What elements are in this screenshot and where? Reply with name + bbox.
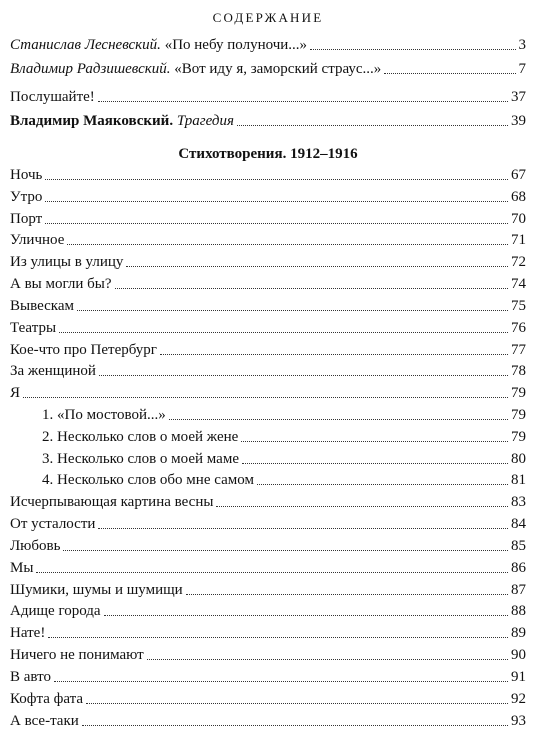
entry-author: Владимир Радзишевский.: [10, 61, 171, 77]
entry-title: Кое-что про Петербург: [10, 342, 157, 358]
entry-page-number: 88: [511, 603, 526, 619]
dot-leader: [310, 48, 515, 50]
entry-title: От усталости: [10, 516, 96, 532]
dot-leader: [242, 462, 508, 464]
toc-entry: [10, 228, 526, 249]
entry-page-number: 79: [511, 407, 526, 423]
entry-title: Утро: [10, 189, 43, 205]
entry-page-number: 74: [511, 276, 526, 292]
entry-page-number: 71: [511, 232, 526, 248]
entry-title: Шумики, шумы и шумищи: [10, 582, 183, 598]
entry-page-number: 79: [511, 385, 526, 401]
entry-title: Уличное: [10, 232, 65, 248]
toc-entry: [10, 665, 526, 686]
entry-title: Ночь: [10, 167, 43, 183]
entry-page-number: 80: [511, 451, 526, 467]
toc-entry: [10, 294, 526, 315]
toc-entry: [10, 338, 526, 359]
entry-title: Нате!: [10, 625, 46, 641]
entry-title: За женщиной: [10, 363, 96, 379]
section-title: Стихотворения. 1912–1916: [178, 146, 358, 162]
entry-page-number: 67: [511, 167, 526, 183]
toc-entry: [10, 512, 526, 533]
entry-page-number: 72: [511, 254, 526, 270]
toc-entry: [10, 578, 526, 599]
entry-page-number: 70: [511, 211, 526, 227]
entry-page-number: 91: [511, 669, 526, 685]
toc-entry: [10, 207, 526, 228]
entry-title: Любовь: [10, 538, 61, 554]
dot-leader: [169, 418, 508, 420]
entry-title: Мы: [10, 560, 34, 576]
entry-title: Исчерпывающая картина весны: [10, 494, 214, 510]
entry-title: А вы могли бы?: [10, 276, 112, 292]
dot-leader: [63, 549, 508, 551]
entry-title: Трагедия: [176, 113, 234, 129]
toc-entry: [10, 621, 526, 642]
toc-entry: [10, 599, 526, 620]
dot-leader: [160, 353, 508, 355]
entry-page-number: 85: [511, 538, 526, 554]
dot-leader: [86, 702, 508, 704]
toc-entry: [10, 57, 526, 78]
dot-leader: [48, 636, 508, 638]
toc-entry: [10, 359, 526, 380]
toc-entry: [10, 687, 526, 708]
dot-leader: [104, 614, 508, 616]
entry-page-number: 83: [511, 494, 526, 510]
entry-page-number: 75: [511, 298, 526, 314]
entry-page-number: 81: [511, 472, 526, 488]
toc-heading: СОДЕРЖАНИЕ: [212, 10, 324, 25]
dot-leader: [45, 178, 508, 180]
toc-entry: [10, 163, 526, 184]
entry-page-number: 7: [518, 61, 526, 77]
entry-title: Порт: [10, 211, 43, 227]
entry-title: Вывескам: [10, 298, 74, 314]
dot-leader: [186, 593, 508, 595]
entry-page-number: 37: [511, 89, 526, 105]
dot-leader: [45, 222, 508, 224]
toc-subentry: [42, 425, 526, 446]
entry-page-number: 87: [511, 582, 526, 598]
toc-subentry: [42, 403, 526, 424]
entry-page-number: 86: [511, 560, 526, 576]
entry-page-number: 79: [511, 429, 526, 445]
entry-title: 2. Несколько слов о моей жене: [42, 429, 239, 445]
toc-entry: [10, 85, 526, 106]
toc-subentry: [42, 468, 526, 489]
dot-leader: [126, 265, 508, 267]
entry-author: Станислав Лесневский.: [10, 37, 161, 53]
toc-entry: [10, 250, 526, 271]
dot-leader: [23, 396, 508, 398]
entry-title: А все-таки: [10, 713, 79, 729]
dot-leader: [98, 100, 508, 102]
toc-entry: [10, 534, 526, 555]
entry-page-number: 68: [511, 189, 526, 205]
dot-leader: [257, 483, 508, 485]
dot-leader: [237, 124, 508, 126]
toc-entry: [10, 185, 526, 206]
entry-page-number: 3: [518, 37, 526, 53]
dot-leader: [99, 374, 508, 376]
entry-page-number: 76: [511, 320, 526, 336]
toc-subentry: [42, 447, 526, 468]
entry-title: Кофта фата: [10, 691, 84, 707]
dot-leader: [147, 658, 508, 660]
entry-author: Владимир Маяковский.: [10, 113, 174, 129]
entry-title: 1. «По мостовой...»: [42, 407, 166, 423]
dot-leader: [384, 72, 515, 74]
dot-leader: [115, 287, 508, 289]
entry-title: В авто: [10, 669, 51, 685]
toc-entry: [10, 643, 526, 664]
entry-title: Театры: [10, 320, 57, 336]
entry-title: Адище города: [10, 603, 101, 619]
entry-page-number: 78: [511, 363, 526, 379]
entry-title: 3. Несколько слов о моей маме: [42, 451, 239, 467]
toc-entry: [10, 490, 526, 511]
toc-entry: [10, 709, 526, 730]
entry-page-number: 90: [511, 647, 526, 663]
dot-leader: [241, 440, 508, 442]
dot-leader: [82, 724, 508, 726]
entry-page-number: 84: [511, 516, 526, 532]
entry-page-number: 39: [511, 113, 526, 129]
dot-leader: [59, 331, 508, 333]
toc-entry: [10, 109, 526, 130]
dot-leader: [77, 309, 508, 311]
toc-entry: [10, 556, 526, 577]
toc-entry: [10, 272, 526, 293]
entry-page-number: 89: [511, 625, 526, 641]
dot-leader: [67, 243, 508, 245]
dot-leader: [36, 571, 508, 573]
toc-entry: [10, 33, 526, 54]
entry-title: «По небу полуночи...»: [164, 37, 308, 53]
dot-leader: [98, 527, 508, 529]
entry-title: Ничего не понимают: [10, 647, 144, 663]
entry-title: 4. Несколько слов обо мне самом: [42, 472, 254, 488]
entry-title: Я: [10, 385, 21, 401]
toc-entry: [10, 381, 526, 402]
entry-title: Из улицы в улицу: [10, 254, 124, 270]
dot-leader: [45, 200, 508, 202]
toc-entry: [10, 316, 526, 337]
entry-page-number: 92: [511, 691, 526, 707]
entry-page-number: 93: [511, 713, 526, 729]
dot-leader: [216, 505, 508, 507]
entry-title: «Вот иду я, заморский страус...»: [174, 61, 382, 77]
entry-title: Послушайте!: [10, 89, 95, 105]
dot-leader: [54, 680, 508, 682]
entry-page-number: 77: [511, 342, 526, 358]
